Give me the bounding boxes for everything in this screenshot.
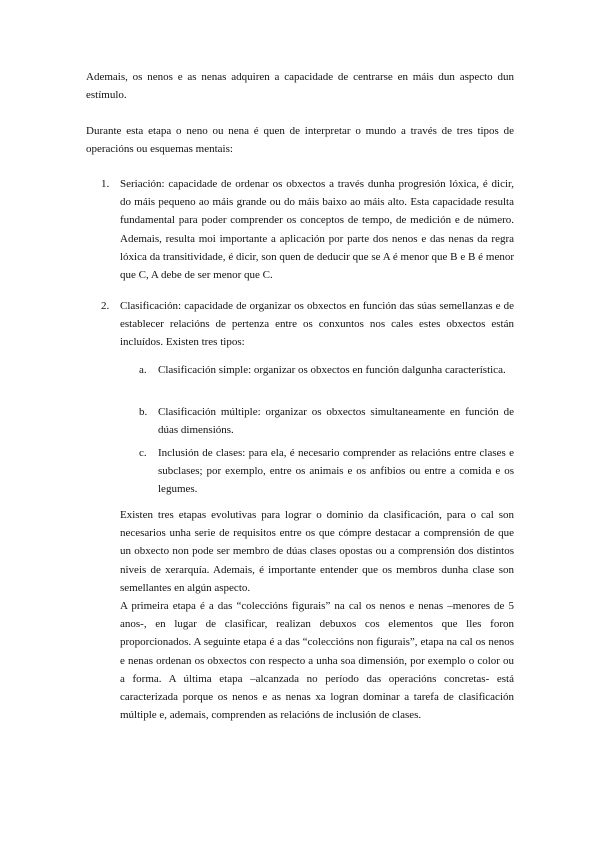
list-item-classification [101, 297, 514, 352]
sublist-item-text: Clasificación múltiple: organizar os obxectos simultaneamente en función de dúas dimensións. [158, 406, 514, 437]
sublist-item-inclusion [139, 444, 514, 499]
list-number: 2. [101, 300, 110, 312]
paragraph-intro: Ademais, os nenos e as nenas adquiren a capacidade de centrarse en máis dun aspecto dun estímulo. [86, 71, 514, 102]
sublist-letter: a. [139, 364, 147, 376]
list-item-text: Clasificación: capacidade de organizar os obxectos en función das súas semellanzas e de establecer relacións de pertenza entre os conxuntos nos cales estes obxectos están incluídos. Existen tres tipos: [120, 300, 514, 349]
sublist-item-multiple [139, 403, 514, 439]
sublist-letter: c. [139, 447, 147, 459]
sublist-item-text: Clasificación simple: organizar os obxectos en función dalgunha característica. [158, 364, 506, 376]
list-item-seriation [101, 175, 514, 284]
sublist-item-simple [139, 361, 514, 379]
sublist-letter: b. [139, 406, 148, 418]
sublist-item-text: Inclusión de clases: para ela, é necesario comprender as relacións entre clases e subclases; por exemplo, entre os animais e os anfibios ou entre a comida e os legumes. [158, 447, 514, 496]
paragraph-evolution-stages: Existen tres etapas evolutivas para lograr o dominio da clasificación, para o cal son necesarios unha serie de requisitos entre os que cómpre destacar a comprensión de que un obxecto non pode ser membro de dúas clases opostas ou a comprensión dos distintos niveis de xerarquía. Ademais, é importante entender que os membros dunha clase son semellantes en algún aspecto. [120, 509, 514, 594]
list-item-text: Seriación: capacidade de ordenar os obxectos a través dunha progresión lóxica, é dicir, do máis pequeno ao máis grande ou do máis baixo ao máis alto. Esta capacidade resulta fundamental para poder comprender os conceptos de tempo, de medición e de número. Ademais, resulta moi importante a aplicación por parte dos nenos e das nenas da regra lóxica da transitividade, é dicir, son quen de deducir que se A é menor que B e B é menor que C, A debe de ser menor que C. [120, 178, 514, 282]
paragraph-stage-details: A primeira etapa é a das “coleccións figurais” na cal os nenos e nenas –menores de 5 anos-, en lugar de clasificar, realizan debuxos cos elementos que lles foron proporcionados. A seguinte etapa é a das “coleccións non figurais”, etapa na cal os nenos e nenas ordenan os obxectos con respecto a unha soa dimensión, por exemplo o color ou a forma. A última etapa –alcanzada no período das operacións concretas- está caracterizada porque os nenos e as nenas xa logran dominar a tarefa de clasificación múltiple e, ademais, comprenden as relacións de inclusión de clases. [120, 600, 514, 722]
paragraph-operations: Durante esta etapa o neno ou nena é quen de interpretar o mundo a través de tres tipos de operacións ou esquemas mentais: [86, 125, 514, 156]
list-number: 1. [101, 178, 110, 190]
